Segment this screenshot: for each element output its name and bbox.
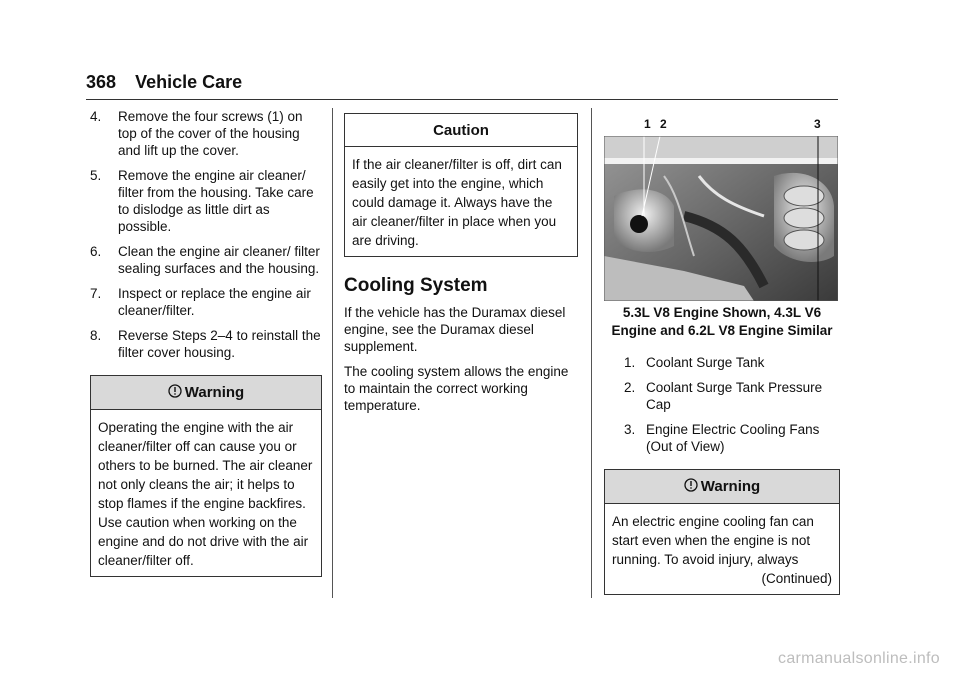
cooling-system-heading: Cooling System — [344, 275, 488, 296]
warning-header — [605, 470, 839, 504]
continued-label: (Continued) — [761, 571, 832, 586]
figure-caption: 5.3L V8 Engine Shown, 4.3L V6 Engine and 6.2L V8 Engine Similar — [611, 305, 833, 338]
caution-header: Caution — [345, 114, 577, 147]
engine-illustration — [604, 136, 838, 326]
figure-legend — [604, 354, 840, 455]
warning-body: Operating the engine with the air cleaner/filter off can cause you or others to be burned. The air cleaner not only cleans the air; it helps to stop flames if the engine backfires. Use caution when working on the engine and do not drive with the air cleaner/filter off. — [98, 420, 313, 568]
warning-box-air-cleaner — [90, 375, 322, 577]
list-item: 1. Coolant Surge Tank — [624, 355, 765, 370]
list-item: 7. Inspect or replace the engine air cleaner/filter. — [90, 286, 311, 318]
cooling-paragraph-1: If the vehicle has the Duramax diesel engine, see the Duramax diesel supplement. — [344, 305, 566, 354]
page-header — [86, 72, 242, 93]
callout-2: 2 — [660, 117, 667, 131]
caution-box — [344, 113, 578, 257]
warning-title: Warning — [184, 384, 245, 401]
column-1 — [90, 108, 322, 577]
column-divider-1 — [332, 108, 333, 598]
watermark: carmanualsonline.info — [778, 650, 940, 667]
list-item: 3. Engine Electric Cooling Fans (Out of View) — [624, 422, 820, 454]
list-item: 5. Remove the engine air cleaner/ filter from the housing. Take care to dislodge as little dirt as possible. — [90, 168, 314, 234]
header-divider — [86, 99, 838, 100]
warning-icon — [684, 478, 698, 496]
warning-header — [91, 376, 321, 410]
callout-3: 3 — [814, 117, 821, 131]
caution-body: If the air cleaner/filter is off, dirt can easily get into the engine, which could damage it. Always have the air cleaner/filter in place when you are driving. — [352, 157, 562, 248]
list-item: 8. Reverse Steps 2–4 to reinstall the filter cover housing. — [90, 328, 321, 360]
list-item: 2. Coolant Surge Tank Pressure Cap — [624, 380, 823, 412]
warning-icon — [168, 384, 182, 402]
cooling-paragraph-2: The cooling system allows the engine to maintain the correct working temperature. — [344, 364, 569, 413]
warning-box-cooling-fan — [604, 469, 840, 595]
warning-body — [605, 504, 839, 594]
column-3 — [604, 108, 840, 595]
steps-list — [90, 108, 322, 361]
list-item: 6. Clean the engine air cleaner/ filter sealing surfaces and the housing. — [90, 244, 320, 276]
column-divider-2 — [591, 108, 592, 598]
list-item: 4. Remove the four screws (1) on top of the cover of the housing and lift up the cover. — [90, 109, 303, 158]
callout-1: 1 — [644, 117, 651, 131]
warning-text: An electric engine cooling fan can start even when the engine is not running. To avoid injury, always — [612, 514, 814, 567]
section-title: Vehicle Care — [135, 72, 243, 92]
figure-callouts — [604, 108, 840, 136]
page-number: 368 — [86, 72, 117, 92]
warning-title: Warning — [700, 478, 761, 495]
column-2 — [344, 108, 578, 422]
